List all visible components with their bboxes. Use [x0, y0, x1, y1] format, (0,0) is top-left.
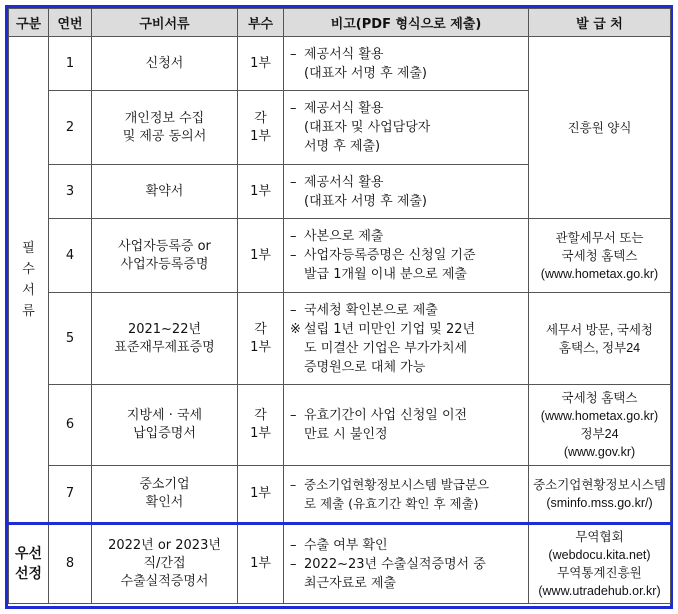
- row-number: 6: [49, 385, 92, 466]
- row-number: 5: [49, 293, 92, 385]
- document-name: 중소기업 확인서: [92, 466, 238, 524]
- table-row: [9, 466, 671, 524]
- copies: 각 1부: [238, 91, 284, 165]
- issuer: 세무서 방문, 국세청 홈택스, 정부24: [529, 293, 671, 385]
- document-name: 사업자등록증 or 사업자등록증명: [92, 219, 238, 293]
- document-name: 신청서: [92, 37, 238, 91]
- table-row: [9, 293, 671, 385]
- group-required: 필 수 서 류: [9, 37, 49, 524]
- issuer: 진흥원 양식: [529, 37, 671, 219]
- table-row: [9, 219, 671, 293]
- remarks: – 사본으로 제출 – 사업자등록증명은 신청일 기준 발급 1개월 이내 분으로 제출: [284, 219, 529, 293]
- header-issuer: 발 급 처: [529, 9, 671, 37]
- copies: 1부: [238, 37, 284, 91]
- issuer: 무역협회 (webdocu.kita.net) 무역통계진흥원 (www.utradehub.or.kr): [529, 524, 671, 604]
- row-number: 4: [49, 219, 92, 293]
- header-number: 연번: [49, 9, 92, 37]
- copies: 1부: [238, 524, 284, 604]
- document-name: 2022년 or 2023년 직/간접 수출실적증명서: [92, 524, 238, 604]
- copies: 1부: [238, 165, 284, 219]
- table-row: [9, 524, 671, 604]
- row-number: 8: [49, 524, 92, 604]
- document-name: 2021~22년 표준재무제표증명: [92, 293, 238, 385]
- remarks: – 중소기업현황정보시스템 발급분으 로 제출 (유효기간 확인 후 제출): [284, 466, 529, 524]
- row-number: 1: [49, 37, 92, 91]
- issuer: 관할세무서 또는 국세청 홈텍스 (www.hometax.go.kr): [529, 219, 671, 293]
- document-name: 개인정보 수집 및 제공 동의서: [92, 91, 238, 165]
- remarks: – 제공서식 활용 (대표자 서명 후 제출): [284, 165, 529, 219]
- issuer: 중소기업현황정보시스템 (sminfo.mss.go.kr/): [529, 466, 671, 524]
- header-document: 구비서류: [92, 9, 238, 37]
- group-priority: 우선 선정: [9, 524, 49, 604]
- copies: 각 1부: [238, 293, 284, 385]
- required-documents-table: [8, 8, 671, 604]
- row-number: 7: [49, 466, 92, 524]
- header-category: 구분: [9, 9, 49, 37]
- row-number: 2: [49, 91, 92, 165]
- remarks: – 제공서식 활용 (대표자 및 사업담당자 서명 후 제출): [284, 91, 529, 165]
- copies: 1부: [238, 219, 284, 293]
- header-row: [9, 9, 671, 37]
- copies: 각 1부: [238, 385, 284, 466]
- remarks: – 유효기간이 사업 신청일 이전 만료 시 불인정: [284, 385, 529, 466]
- header-copies: 부수: [238, 9, 284, 37]
- remarks: – 수출 여부 확인 – 2022~23년 수출실적증명서 중 최근자료로 제출: [284, 524, 529, 604]
- issuer: 국세청 홈택스 (www.hometax.go.kr) 정부24 (www.gov.kr): [529, 385, 671, 466]
- header-remarks: 비고(PDF 형식으로 제출): [284, 9, 529, 37]
- remarks: – 국세청 확인본으로 제출 ※ 설립 1년 미만인 기업 및 22년 도 미결산 기업은 부가가치세 증명원으로 대체 가능: [284, 293, 529, 385]
- remarks: – 제공서식 활용 (대표자 서명 후 제출): [284, 37, 529, 91]
- copies: 1부: [238, 466, 284, 524]
- document-name: 확약서: [92, 165, 238, 219]
- table-row: [9, 37, 671, 91]
- table-row: [9, 385, 671, 466]
- document-name: 지방세 · 국세 납입증명서: [92, 385, 238, 466]
- row-number: 3: [49, 165, 92, 219]
